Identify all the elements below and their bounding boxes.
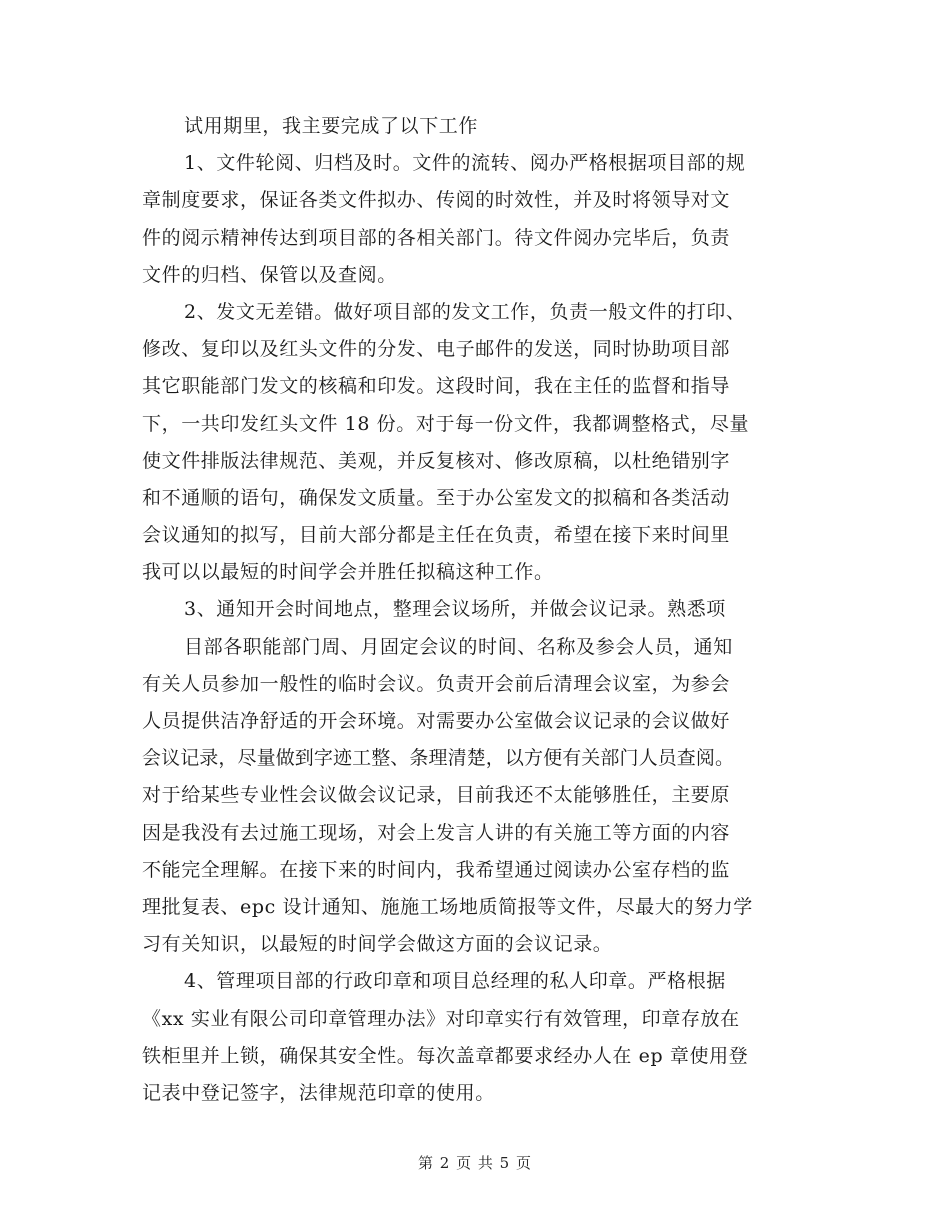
text-line: 会议通知的拟写，目前大部分都是主任在负责，希望在接下来时间里	[142, 524, 731, 547]
text-line: 习有关知识，以最短的时间学会做这方面的会议记录。	[142, 933, 613, 956]
text-line: 会议记录，尽量做到字迹工整、条理清楚，以方便有关部门人员查阅。	[142, 747, 735, 770]
text-line: 对于给某些专业性会议做会议记录，目前我还不太能够胜任，主要原	[142, 784, 731, 807]
text-line: 修改、复印以及红头文件的分发、电子邮件的发送，同时协助项目部	[142, 338, 731, 361]
text-line: 4、管理项目部的行政印章和项目总经理的私人印章。严格根据	[184, 970, 726, 993]
text-line: 《xx 实业有限公司印章管理办法》对印章实行有效管理，印章存放在	[142, 1007, 740, 1030]
text-line: 下，一共印发红头文件 18 份。对于每一份文件，我都调整格式，尽量	[142, 412, 750, 435]
text-line: 记表中登记签字，法律规范印章的使用。	[142, 1081, 495, 1104]
text-line: 铁柜里并上锁，确保其安全性。每次盖章都要求经办人在 ep 章使用登	[142, 1044, 749, 1067]
text-line: 试用期里，我主要完成了以下工作	[184, 115, 479, 137]
text-line: 文件的归档、保管以及查阅。	[142, 263, 397, 286]
text-line: 3、通知开会时间地点，整理会议场所，并做会议记录。熟悉项	[184, 598, 726, 621]
text-line: 2、发文无差错。做好项目部的发文工作，负责一般文件的打印、	[184, 300, 746, 323]
text-line: 人员提供洁净舒适的开会环境。对需要办公室做会议记录的会议做好	[142, 710, 731, 732]
text-line: 理批复表、epc 设计通知、施施工场地质简报等文件，尽最大的努力学	[142, 895, 753, 918]
text-line: 件的阅示精神传达到项目部的各相关部门。待文件阅办完毕后，负责	[142, 226, 731, 249]
text-line: 不能完全理解。在接下来的时间内，我希望通过阅读办公室存档的监	[142, 858, 731, 881]
text-line: 章制度要求，保证各类文件拟办、传阅的时效性，并及时将领导对文	[142, 189, 731, 212]
text-line: 目部各职能部门周、月固定会议的时间、名称及参会人员，通知	[184, 635, 733, 658]
text-line: 使文件排版法律规范、美观，并反复核对、修改原稿，以杜绝错别字	[142, 449, 731, 472]
text-line: 有关人员参加一般性的临时会议。负责开会前后清理会议室，为参会	[142, 672, 731, 695]
text-line: 我可以以最短的时间学会并胜任拟稿这种工作。	[142, 561, 554, 584]
page-number-footer: 第 2 页 共 5 页	[418, 1154, 532, 1172]
text-line: 和不通顺的语句，确保发文质量。至于办公室发文的拟稿和各类活动	[142, 486, 731, 509]
text-line: 其它职能部门发文的核稿和印发。这段时间，我在主任的监督和指导	[142, 375, 731, 398]
text-line: 因是我没有去过施工现场，对会上发言人讲的有关施工等方面的内容	[142, 821, 731, 844]
text-line: 1、文件轮阅、归档及时。文件的流转、阅办严格根据项目部的规	[184, 152, 746, 175]
document-body	[142, 108, 810, 1112]
